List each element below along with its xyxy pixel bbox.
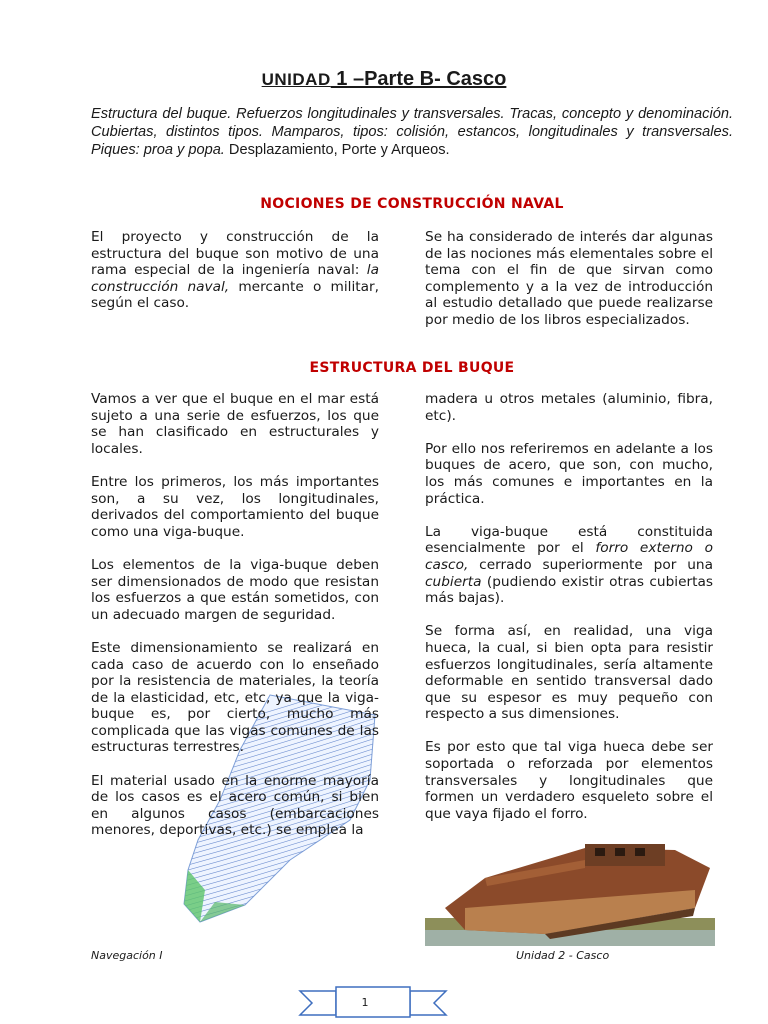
intro-italic: Estructura del buque. Refuerzos longitudinales y transversales. Tracas, concepto y denominación. Cubiertas, distintos tipos. Mamparos, tipos: colisión, estancos, longitudinales y transversales. Piques: proa y popa. — [91, 106, 733, 158]
page-title — [0, 68, 768, 91]
section-heading-estructura: ESTRUCTURA DEL BUQUE — [309, 360, 515, 376]
section-heading-nociones: NOCIONES DE CONSTRUCCIÓN NAVAL — [260, 196, 564, 212]
estructura-left-p1: Vamos a ver que el buque en el mar está sujeto a una serie de esfuerzos, los que se han clasificado en estructurales y locales. — [91, 391, 379, 457]
boat-photo — [425, 838, 715, 946]
estructura-right-p4: Se forma así, en realidad, una viga hueca, la cual, si bien opta para resistir esfuerzos longitudinales, sería altamente deformable en sentido transversal dado que su espesor es muy pequeño con respecto a sus dimensiones. — [425, 623, 713, 723]
estructura-left-p2: Entre los primeros, los más importantes son, a su vez, los longitudinales, derivados del comportamiento del buque como una viga-buque. — [91, 473, 379, 540]
p3-e: (pudiendo existir otras cubiertas más bajas). — [425, 573, 713, 607]
nociones-left-column — [91, 229, 379, 329]
estructura-left-p3: Los elementos de la viga-buque deben ser dimensionados de modo que resistan los esfuerzos a que están sometidos, con un adecuado margen de seguridad. — [91, 556, 379, 623]
p3-b: forro externo o casco, — [425, 540, 713, 573]
p3-c: cerrado superiormente por una — [468, 556, 713, 573]
title-rest: 1 –Parte B- Casco — [330, 68, 507, 90]
estructura-right-column — [425, 391, 713, 839]
estructura-left-p4: Este dimensionamiento se realizará en cada caso de acuerdo con lo enseñado por la resistencia de materiales, la teoría de la elasticidad, etc, etc, ya que la viga-buque es, por cierto, mucho más complicada que las vigas comunes de las estructuras terrestres. — [91, 639, 379, 756]
nociones-left-text: El proyecto y construcción de la estructura del buque son motivo de una rama especial de la ingeniería naval: — [91, 229, 379, 279]
estructura-left-column — [91, 391, 379, 856]
intro-normal: Desplazamiento, Porte y Arqueos. — [224, 142, 450, 158]
p3-a: La viga-buque está constituida esencialmente por el — [425, 523, 713, 557]
nociones-right-paragraph: Se ha considerado de interés dar algunas de las nociones más elementales sobre el tema con el fin de que sirvan como complemento y a la vez de introducción al estudio detallado que puede realizarse por medio de los libros especializados. — [425, 229, 713, 328]
estructura-left-p5: El material usado en la enorme mayoría de los casos es el acero común, si bien en algunos casos (embarcaciones menores, deportivas, etc.) se emplea la — [91, 772, 379, 839]
footer-left: Navegación I — [91, 949, 163, 962]
estructura-right-p3 — [425, 524, 713, 607]
nociones-left-paragraph — [91, 229, 379, 312]
estructura-right-p2: Por ello nos referiremos en adelante a los buques de acero, que son, con mucho, los más comunes e importantes en la práctica. — [425, 440, 713, 507]
nociones-left-italic: la construcción naval, — [91, 262, 379, 295]
page-number: 1 — [361, 996, 369, 1009]
intro-paragraph — [91, 105, 733, 159]
title-unidad: UNIDAD — [261, 70, 331, 89]
p3-d: cubierta — [425, 573, 482, 590]
estructura-right-p1: madera u otros metales (aluminio, fibra, etc). — [425, 391, 713, 424]
footer-right: Unidad 2 - Casco — [516, 949, 610, 962]
nociones-left-end: mercante o militar, según el caso. — [91, 278, 380, 312]
nociones-right-column — [425, 229, 713, 345]
estructura-right-p5: Es por esto que tal viga hueca debe ser soportada o reforzada por elementos transversales y longitudinales que formen un verdadero esqueleto sobre el que vaya fijado el forro. — [425, 739, 713, 822]
